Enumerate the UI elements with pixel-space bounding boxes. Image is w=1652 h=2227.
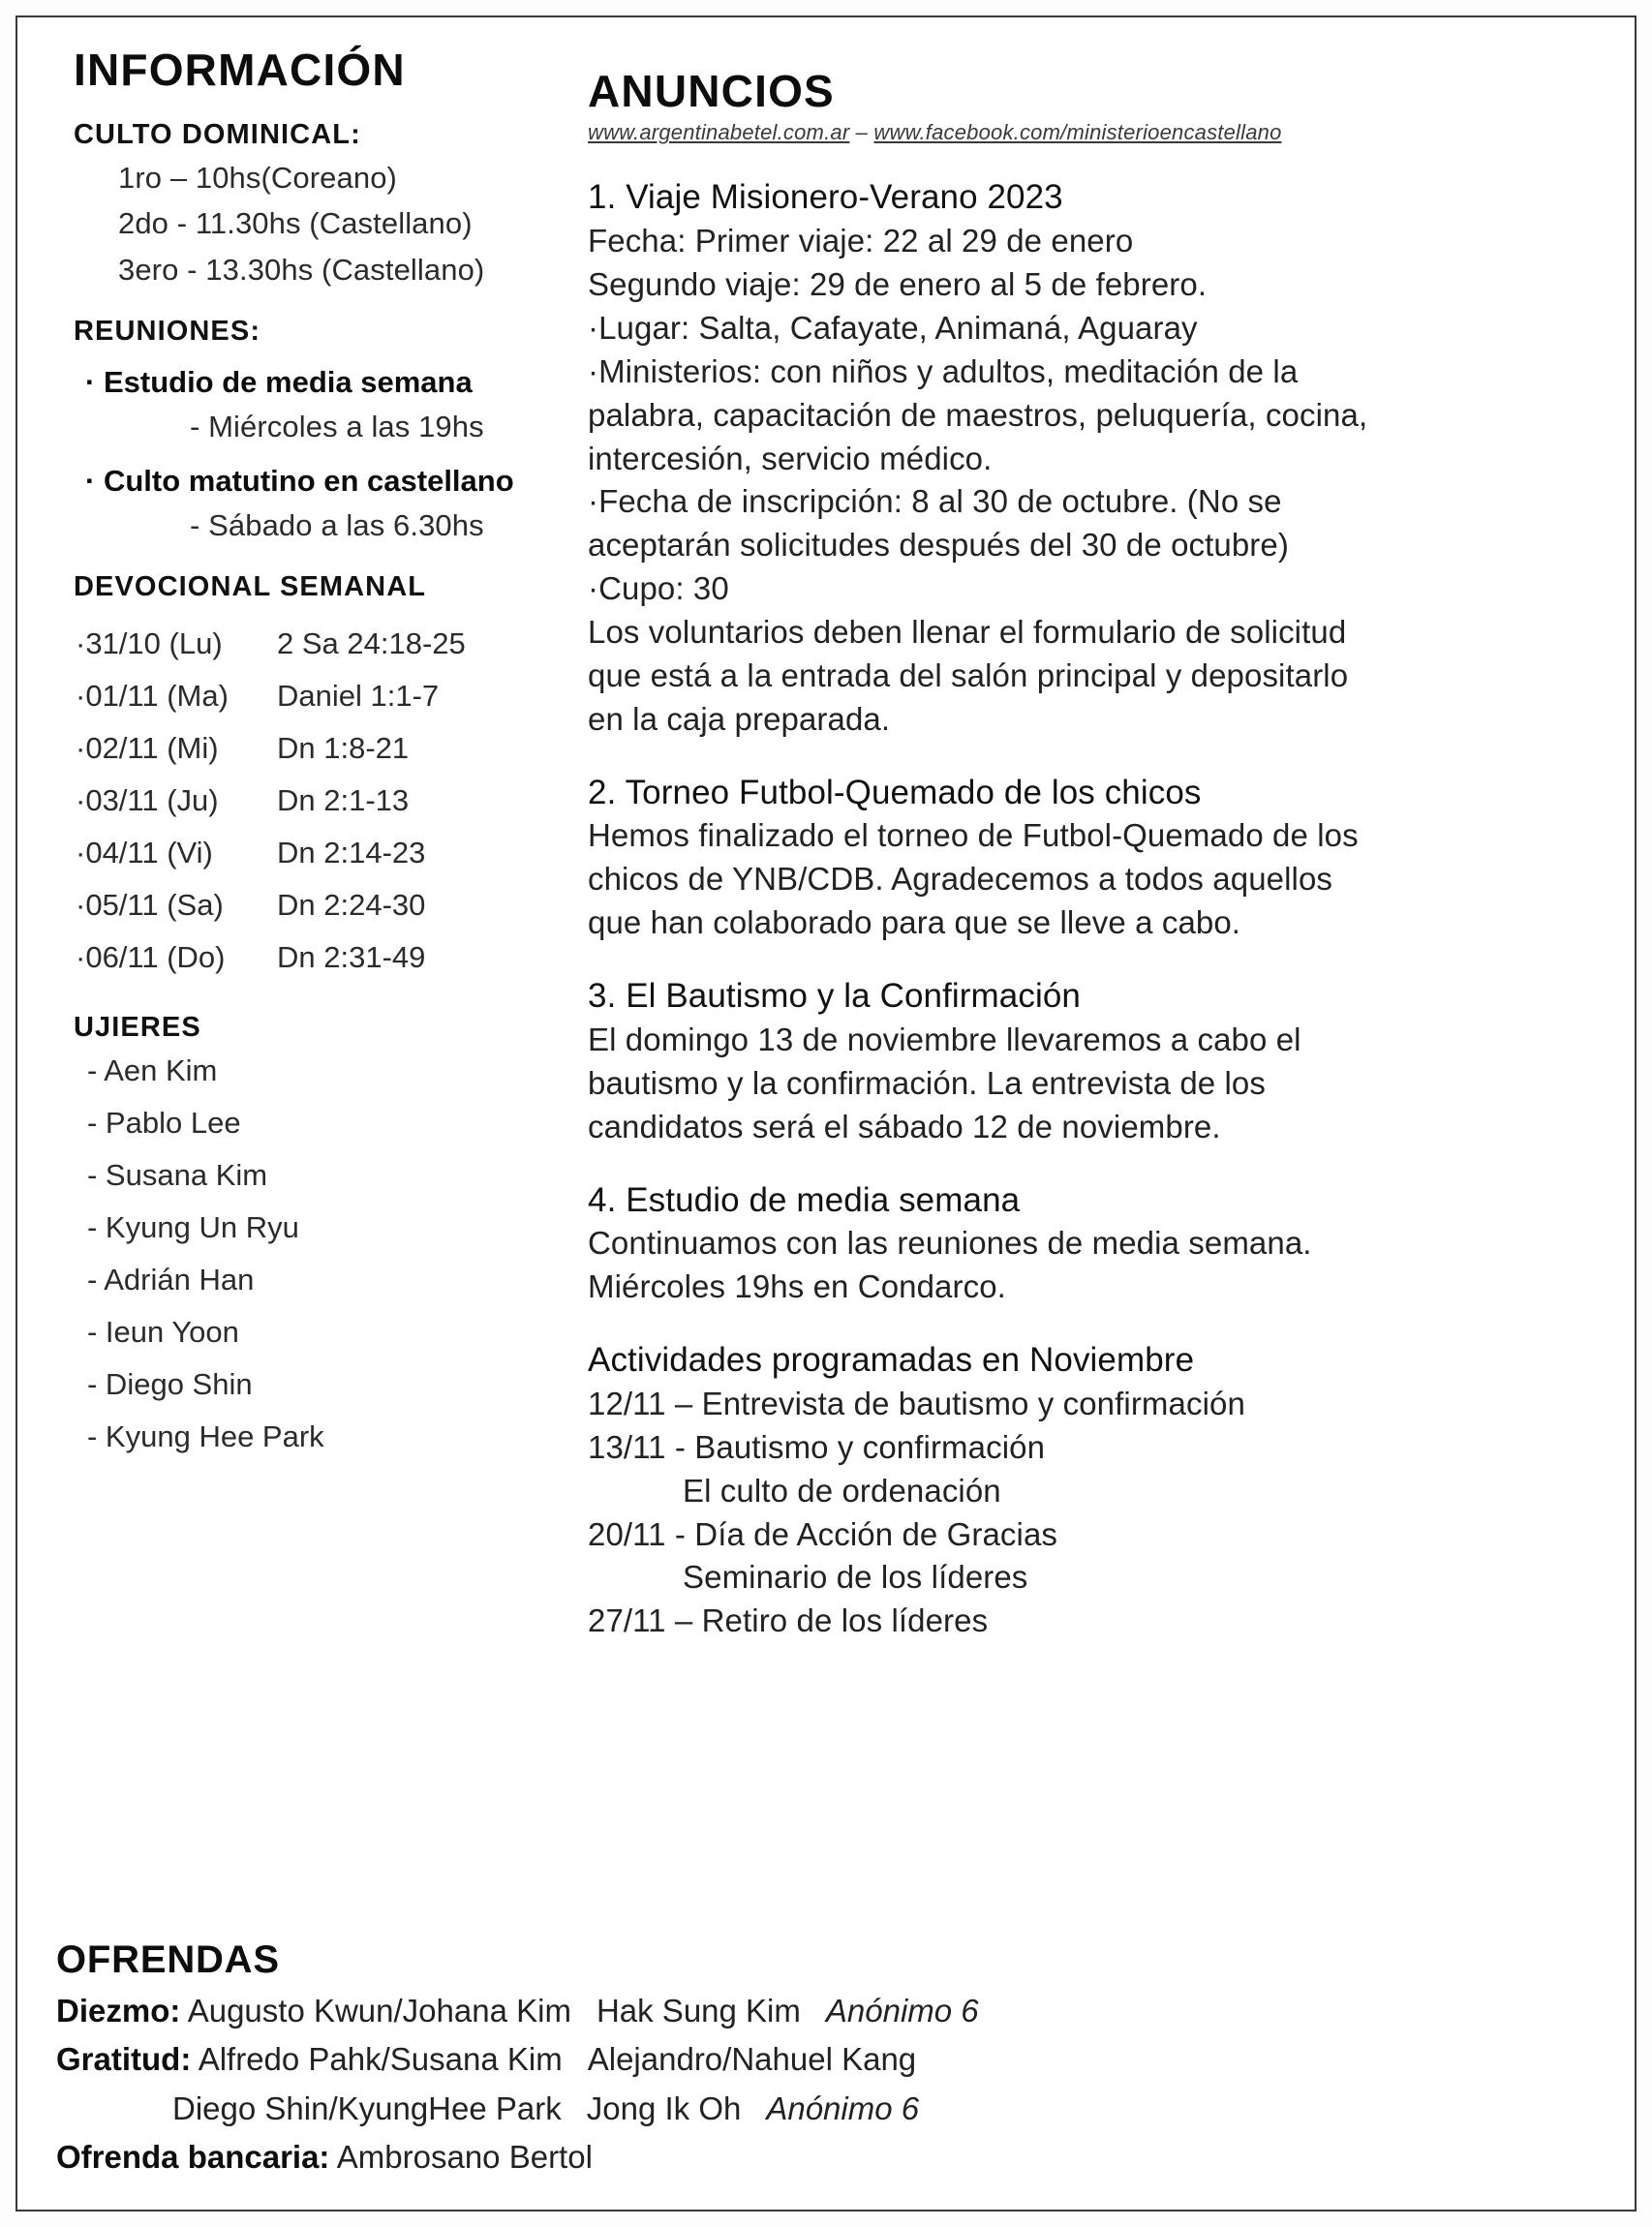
announcement-1 xyxy=(588,176,1611,740)
devotional-reading: Dn 2:1-13 xyxy=(277,783,410,818)
announcement-line: que han colaborado para que se lleve a cabo. xyxy=(588,904,1241,941)
activity-item: El culto de ordenación xyxy=(683,1472,1001,1509)
offerings-heading: OFRENDAS xyxy=(56,1938,280,1981)
offering-row xyxy=(56,2138,1611,2177)
devotional-date: ·05/11 (Sa) xyxy=(76,888,224,923)
sunday-service-item: 2do - 11.30hs (Castellano) xyxy=(118,206,473,241)
list-item: - Aen Kim xyxy=(87,1053,218,1088)
announcement-line: palabra, capacitación de maestros, peluquería, cocina, xyxy=(588,396,1368,433)
offering-row xyxy=(56,2040,1611,2079)
activity-item: 20/11 - Día de Acción de Gracias xyxy=(588,1515,1058,1552)
announcement-line: chicos de YNB/CDB. Agradecemos a todos aquellos xyxy=(588,861,1333,898)
website-link-main[interactable]: www.argentinabetel.com.ar xyxy=(588,120,850,145)
meeting-bullet-icon: · xyxy=(85,364,96,399)
offering-anonymous: Anónimo 6 xyxy=(766,2090,920,2126)
page-title: INFORMACIÓN xyxy=(74,45,406,95)
activity-item: Seminario de los líderes xyxy=(683,1559,1028,1596)
table-row xyxy=(74,775,578,827)
list-item: - Kyung Hee Park xyxy=(87,1419,324,1454)
meeting-title-text: Estudio de media semana xyxy=(103,364,473,399)
offerings-section xyxy=(17,1938,1635,2177)
activity-item: 13/11 - Bautismo y confirmación xyxy=(588,1428,1046,1465)
information-column xyxy=(41,46,578,1463)
announcement-line: Hemos finalizado el torneo de Futbol-Quemado de los xyxy=(588,817,1359,854)
announcement-line: bautismo y la confirmación. La entrevista de los xyxy=(588,1064,1266,1101)
meetings-heading: REUNIONES: xyxy=(74,315,261,347)
list-item: - Pablo Lee xyxy=(87,1106,241,1141)
devotional-reading: Daniel 1:1-7 xyxy=(277,679,440,714)
table-row xyxy=(74,670,578,722)
activity-item: 27/11 – Retiro de los líderes xyxy=(588,1602,989,1639)
meeting-bullet-icon: · xyxy=(85,463,96,498)
table-row xyxy=(74,879,578,931)
devotional-date: ·04/11 (Vi) xyxy=(76,836,213,870)
devotional-heading: DEVOCIONAL SEMANAL xyxy=(74,571,427,603)
devotional-reading: Dn 2:24-30 xyxy=(277,888,426,923)
devotional-reading: 2 Sa 24:18-25 xyxy=(277,626,466,661)
offering-row xyxy=(56,1992,1611,2030)
devotional-reading: Dn 1:8-21 xyxy=(277,731,410,766)
devotional-reading: Dn 2:31-49 xyxy=(277,940,426,975)
announcement-title: 1. Viaje Misionero-Verano 2023 xyxy=(588,178,1063,217)
table-row xyxy=(74,722,578,775)
meeting-item-detail: - Sábado a las 6.30hs xyxy=(190,508,484,543)
table-row xyxy=(74,827,578,879)
announcements-column xyxy=(578,46,1611,1642)
announcement-line: intercesión, servicio médico. xyxy=(588,440,993,476)
announcement-line: en la caja preparada. xyxy=(588,700,891,737)
offering-names-secondary: Jong Ik Oh xyxy=(586,2090,742,2126)
offering-names-primary: Augusto Kwun/Johana Kim xyxy=(187,1993,571,2029)
announcements-title: ANUNCIOS xyxy=(588,66,835,116)
activities-section xyxy=(588,1339,1611,1642)
website-links xyxy=(588,120,1611,145)
announcement-line: Los voluntarios deben llenar el formulario de solicitud xyxy=(588,614,1347,651)
offering-names-primary: Diego Shin/KyungHee Park xyxy=(172,2090,562,2126)
announcement-line: El domingo 13 de noviembre llevaremos a cabo el xyxy=(588,1021,1301,1057)
sunday-service-item: 1ro – 10hs(Coreano) xyxy=(118,161,397,196)
ushers-heading: UJIERES xyxy=(74,1012,201,1044)
announcement-title: 2. Torneo Futbol-Quemado de los chicos xyxy=(588,773,1202,811)
devotional-date: ·01/11 (Ma) xyxy=(76,679,229,714)
devotional-date: ·31/10 (Lu) xyxy=(76,626,223,661)
activities-title: Actividades programadas en Noviembre xyxy=(588,1341,1195,1380)
announcement-title: 4. Estudio de media semana xyxy=(588,1180,1021,1219)
activity-item: 12/11 – Entrevista de bautismo y confirmación xyxy=(588,1385,1245,1421)
offering-names-primary: Ambrosano Bertol xyxy=(336,2138,593,2175)
devotional-table xyxy=(74,618,578,984)
list-item: - Adrián Han xyxy=(87,1263,255,1297)
devotional-date: ·06/11 (Do) xyxy=(76,940,226,975)
announcement-line: ·Cupo: 30 xyxy=(588,570,729,607)
two-column-layout xyxy=(17,17,1635,1642)
meeting-item-detail: - Miércoles a las 19hs xyxy=(190,410,484,444)
offering-names-secondary: Alejandro/Nahuel Kang xyxy=(587,2041,917,2078)
announcement-3 xyxy=(588,975,1611,1147)
offering-label: Ofrenda bancaria: xyxy=(56,2138,330,2175)
devotional-date: ·03/11 (Ju) xyxy=(76,783,219,818)
announcement-line: ·Ministerios: con niños y adultos, meditación de la xyxy=(588,352,1299,389)
table-row xyxy=(74,618,578,670)
page-frame xyxy=(15,15,1637,2212)
announcement-4 xyxy=(588,1179,1611,1309)
meeting-title-text: Culto matutino en castellano xyxy=(103,463,514,498)
announcement-line: Segundo viaje: 29 de enero al 5 de febrero. xyxy=(588,265,1208,302)
announcement-line: Continuamos con las reuniones de media semana. xyxy=(588,1225,1312,1262)
list-item: - Susana Kim xyxy=(87,1158,268,1193)
offering-row xyxy=(56,2090,1611,2128)
announcement-line: que está a la entrada del salón principal y depositarlo xyxy=(588,656,1349,693)
list-item: - Kyung Un Ryu xyxy=(87,1210,299,1245)
announcement-2 xyxy=(588,772,1611,944)
website-link-facebook[interactable]: www.facebook.com/ministerioencastellano xyxy=(873,120,1282,145)
offering-label: Diezmo: xyxy=(56,1993,181,2029)
list-item: - Ieun Yoon xyxy=(87,1315,239,1350)
offering-names-secondary: Hak Sung Kim xyxy=(596,1993,801,2029)
sunday-service-heading: CULTO DOMINICAL: xyxy=(74,119,361,151)
list-item: - Diego Shin xyxy=(87,1367,253,1402)
devotional-date: ·02/11 (Mi) xyxy=(76,731,219,766)
table-row xyxy=(74,931,578,984)
announcement-line: ·Fecha de inscripción: 8 al 30 de octubre. (No se xyxy=(588,483,1282,520)
announcement-line: ·Lugar: Salta, Cafayate, Animaná, Aguaray xyxy=(588,309,1198,346)
offering-names-primary: Alfredo Pahk/Susana Kim xyxy=(198,2041,563,2078)
link-separator: – xyxy=(849,120,874,145)
devotional-reading: Dn 2:14-23 xyxy=(277,836,426,870)
announcement-line: aceptarán solicitudes después del 30 de octubre) xyxy=(588,527,1289,564)
announcement-title: 3. El Bautismo y la Confirmación xyxy=(588,977,1081,1016)
meeting-item-title xyxy=(74,364,578,402)
offering-label: Gratitud: xyxy=(56,2041,192,2078)
offering-anonymous: Anónimo 6 xyxy=(825,1993,979,2029)
meeting-item-title xyxy=(74,463,578,501)
sunday-service-item: 3ero - 13.30hs (Castellano) xyxy=(118,252,485,287)
announcement-line: Miércoles 19hs en Condarco. xyxy=(588,1268,1006,1305)
announcement-line: Fecha: Primer viaje: 22 al 29 de enero xyxy=(588,223,1134,259)
announcement-line: candidatos será el sábado 12 de noviembre. xyxy=(588,1108,1221,1144)
